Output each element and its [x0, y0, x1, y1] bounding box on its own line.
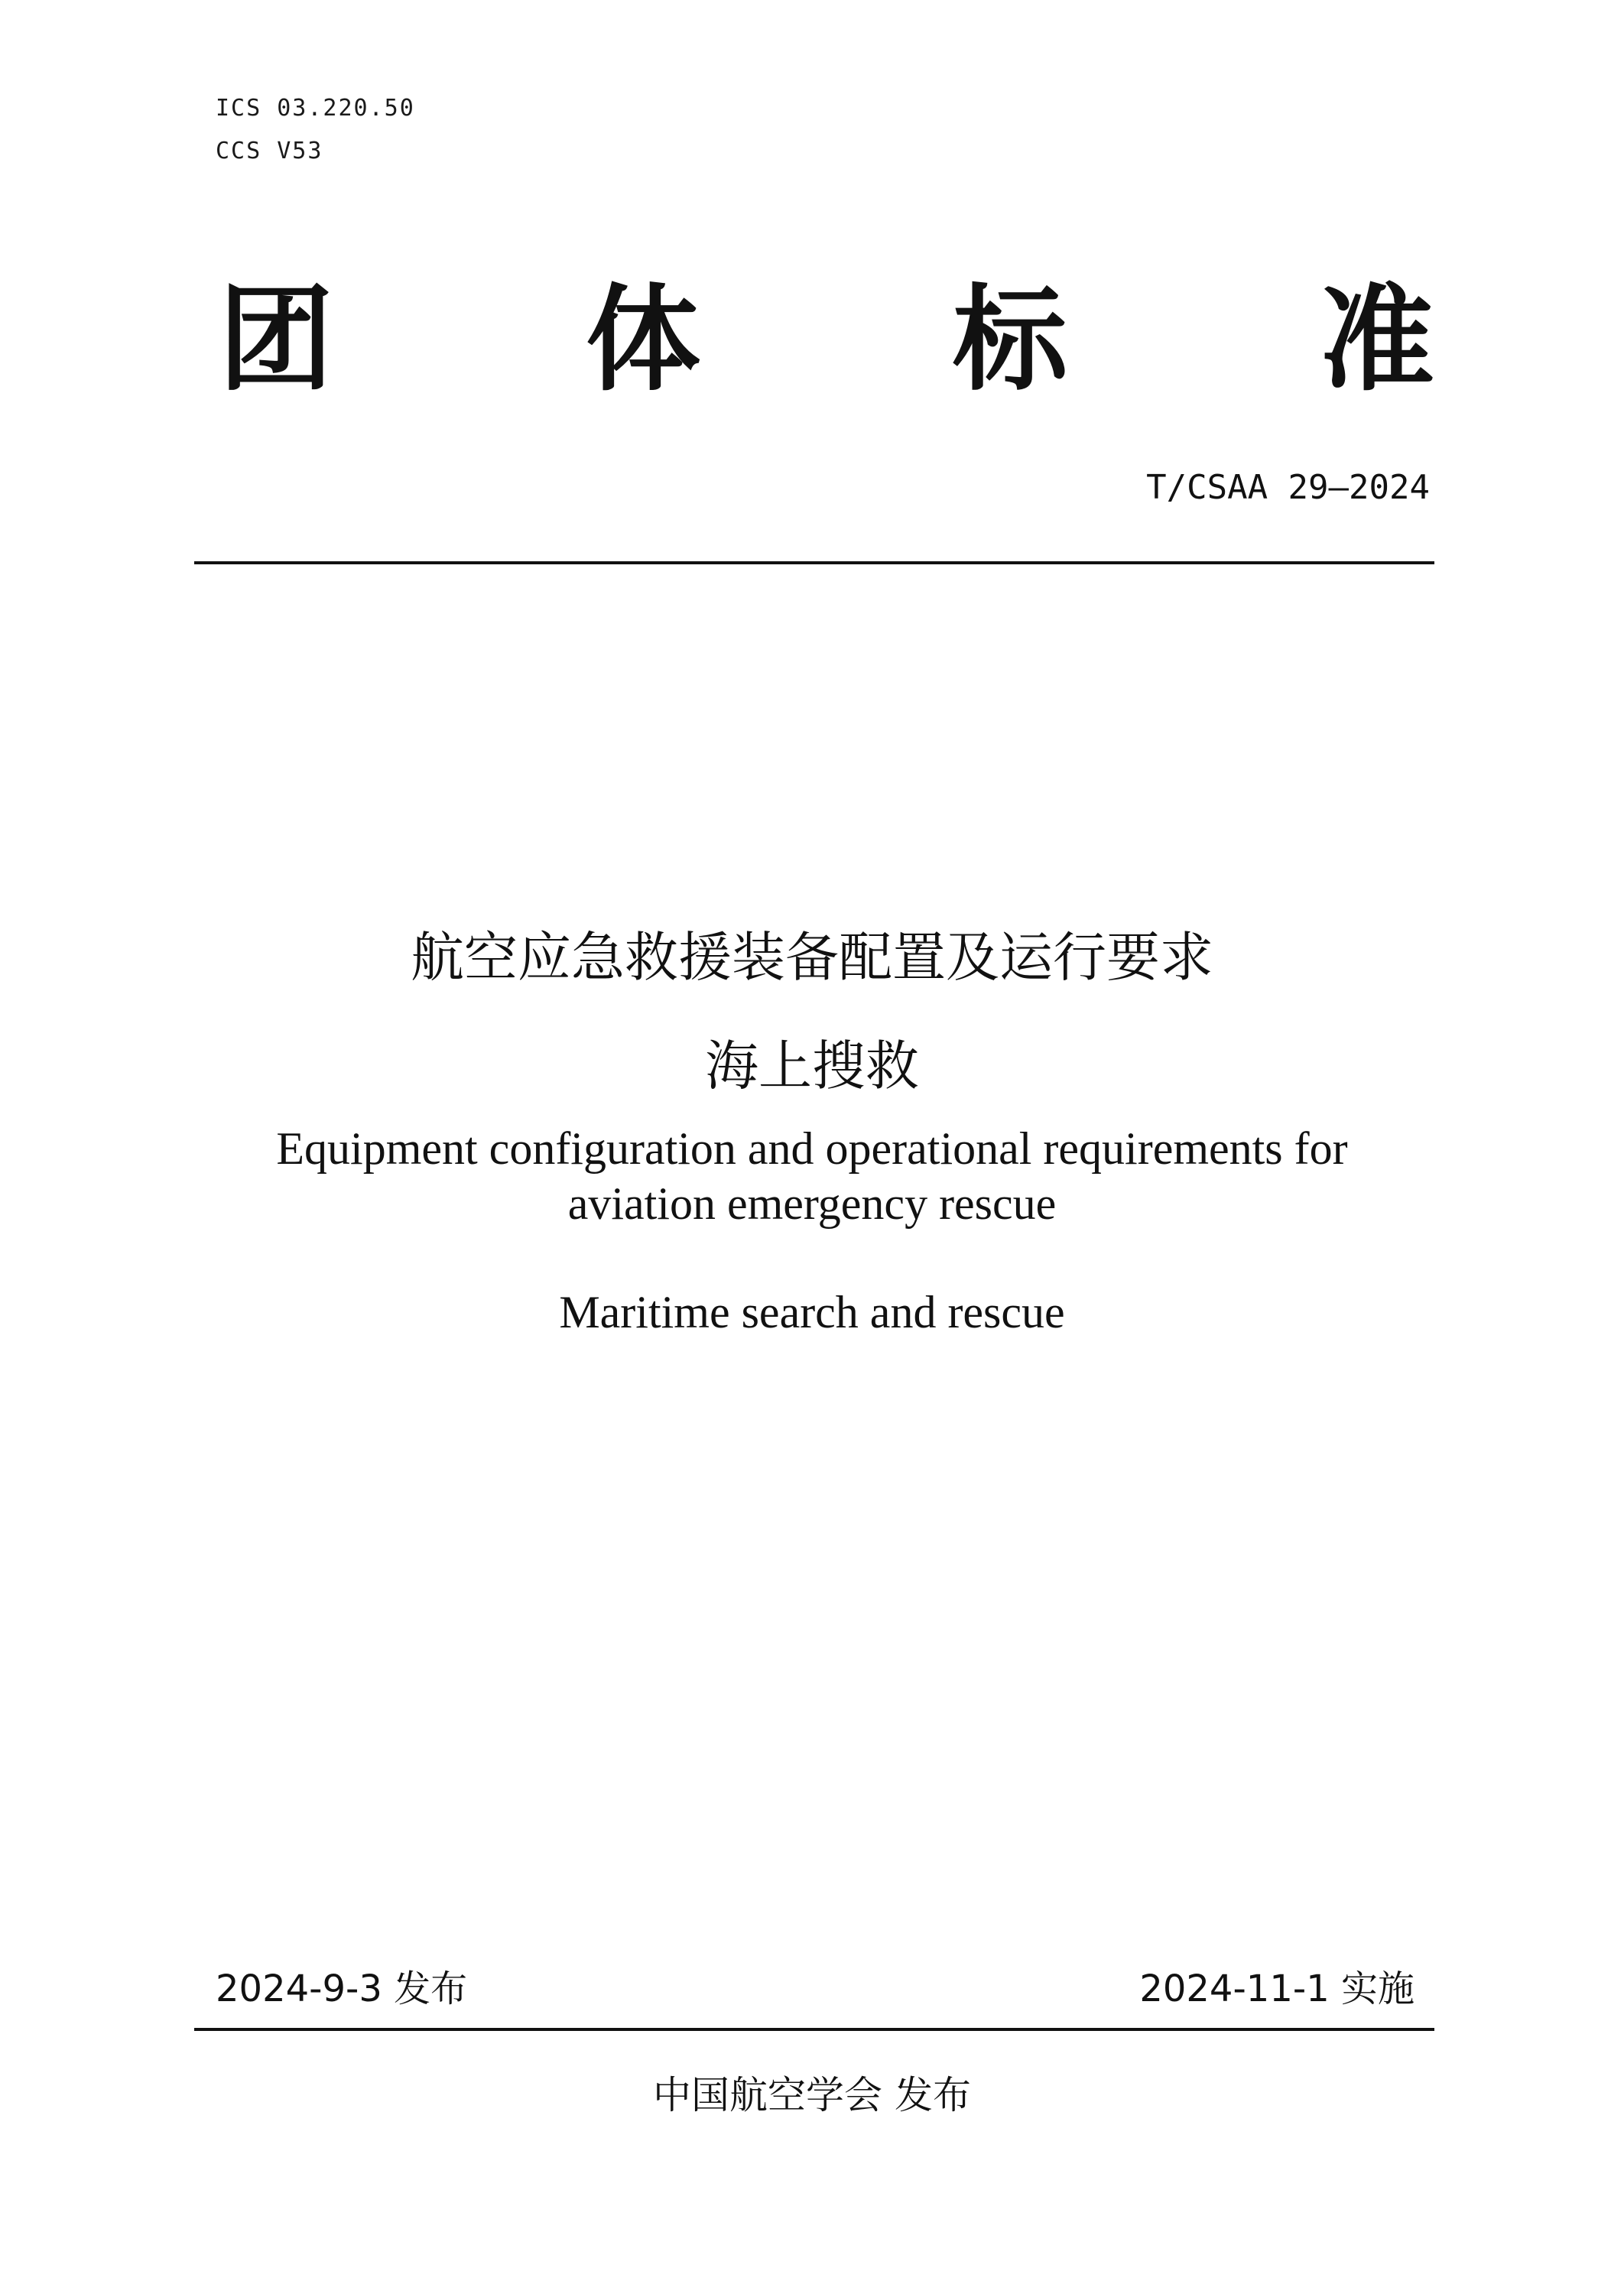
- title-cn-sub: 海上搜救: [705, 1035, 919, 1097]
- title-en-main: Equipment configuration and operational requirements for aviation emergency rescue: [276, 1123, 1348, 1229]
- top-divider: [194, 561, 1434, 564]
- bottom-divider: [194, 2028, 1434, 2031]
- standard-type-char: 标: [952, 274, 1067, 407]
- implementation-date: 2024-11-1 实施: [1139, 1967, 1415, 2010]
- standard-type-heading: [219, 275, 1434, 405]
- publisher: 中国航空学会 发布: [653, 2073, 971, 2117]
- standard-type-char: 准: [1319, 274, 1434, 407]
- standard-number: T/CSAA 29—2024: [1146, 468, 1430, 507]
- title-en-sub: Maritime search and rescue: [559, 1287, 1065, 1337]
- standard-type-char: 团: [219, 274, 334, 407]
- title-cn-main: 航空应急救援装备配置及运行要求: [411, 926, 1213, 989]
- standard-type-char: 体: [585, 274, 700, 407]
- issue-date: 2024-9-3 发布: [216, 1967, 468, 2010]
- ccs-code: CCS V53: [216, 138, 323, 164]
- ics-code: ICS 03.220.50: [216, 95, 415, 122]
